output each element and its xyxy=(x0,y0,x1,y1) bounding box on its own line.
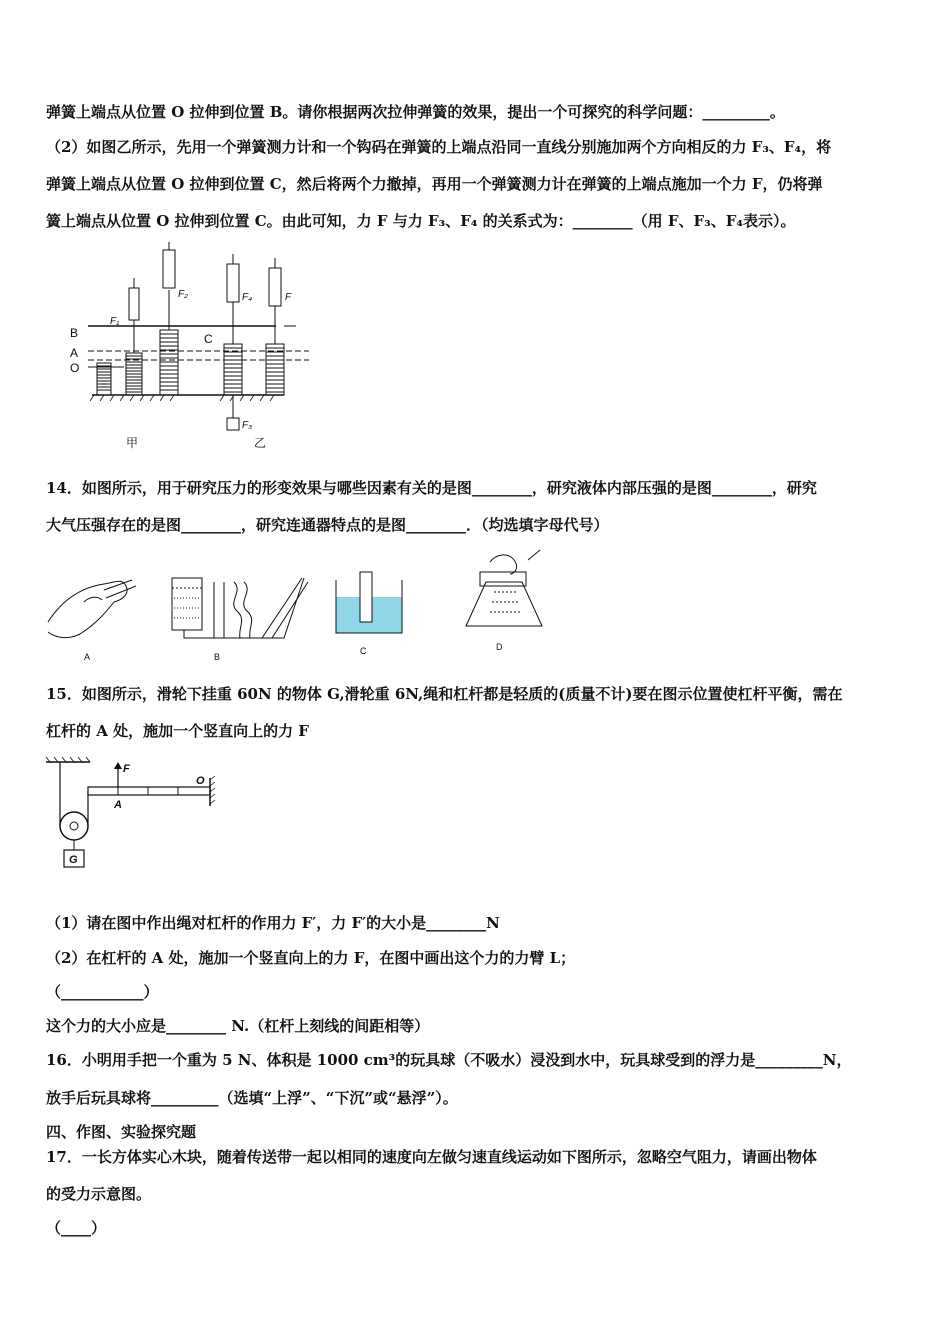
figure-c-beaker xyxy=(336,572,402,633)
figure-b-connected-vessels xyxy=(172,578,308,638)
lever-label-G: G xyxy=(69,854,78,866)
q17-text-line3: （____） xyxy=(46,1219,107,1237)
q15-sub3: （___________） xyxy=(46,983,159,1001)
caption-yi: 乙 xyxy=(254,436,267,450)
figure-d-cup xyxy=(466,550,542,626)
label-F3: F₃ xyxy=(242,420,253,431)
lever-label-F: F xyxy=(123,763,130,775)
q13-text-line2: （2）如图乙所示，先用一个弹簧测力计和一个钩码在弹簧的上端点沿同一直线分别施加两个方向相反的力 F₃、F₄，将 xyxy=(46,138,832,156)
q15-text-line1: 15．如图所示，滑轮下挂重 60N 的物体 G,滑轮重 6N,绳和杠杆都是轻质的(质量不计)要在图示位置使杠杆平衡，需在 xyxy=(46,685,843,703)
q17-text-line1: 17．一长方体实心木块，随着传送带一起以相同的速度向左做匀速直线运动如下图所示，忽略空气阻力，请画出物体 xyxy=(46,1148,817,1166)
label-A: A xyxy=(70,346,79,360)
label-F: F xyxy=(285,292,292,303)
figure-a-hand xyxy=(48,580,136,638)
q14-text-line1: 14．如图所示，用于研究压力的形变效果与哪些因素有关的是图________，研究液体内部压强的是图________，研究 xyxy=(46,479,817,497)
lever-label-A: A xyxy=(114,799,122,811)
q16-text-line2: 放手后玩具球将_________（选填“上浮”、“下沉”或“悬浮”）。 xyxy=(46,1089,458,1107)
spring-figure xyxy=(64,240,334,455)
label-D-fig: D xyxy=(496,642,503,652)
label-F2: F₂ xyxy=(178,289,188,300)
q13-text-line1: 弹簧上端点从位置 O 拉伸到位置 B。请你根据两次拉伸弹簧的效果，提出一个可探究的科学问题：_________。 xyxy=(46,103,785,121)
lever-label-O: O xyxy=(196,775,205,787)
lever-pulley-figure xyxy=(44,756,224,874)
q16-text-line1: 16．小明用手把一个重为 5 N、体积是 1000 cm³的玩具球（不吸水）浸没到水中，玩具球受到的浮力是_________N， xyxy=(46,1051,852,1069)
q15-sub4: 这个力的大小应是________ N.（杠杆上刻线的间距相等） xyxy=(46,1017,430,1035)
label-B: B xyxy=(70,326,79,340)
q15-sub2: （2）在杠杆的 A 处，施加一个竖直向上的力 F，在图中画出这个力的力臂 L； xyxy=(46,949,576,967)
caption-jia: 甲 xyxy=(126,436,139,450)
label-F4: F₄ xyxy=(242,292,253,303)
label-F1: F₁ xyxy=(110,316,120,327)
q13-text-line3: 弹簧上端点从位置 O 拉伸到位置 C，然后将两个力撤掉，再用一个弹簧测力计在弹簧的上端点施加一个力 F，仍将弹 xyxy=(46,175,823,193)
q15-text-line2: 杠杆的 A 处，施加一个竖直向上的力 F xyxy=(46,722,309,740)
q17-text-line2: 的受力示意图。 xyxy=(46,1185,152,1203)
label-C-fig: C xyxy=(360,646,367,656)
q13-text-line4: 簧上端点从位置 O 拉伸到位置 C。由此可知，力 F 与力 F₃、F₄ 的关系式为：________（用 F、F₃、F₄表示）。 xyxy=(46,212,796,230)
q14-text-line2: 大气压强存在的是图________，研究连通器特点的是图________．（均选填字母代号） xyxy=(46,516,609,534)
section-four-title: 四、作图、实验探究题 xyxy=(46,1123,197,1141)
label-O: O xyxy=(70,361,80,375)
label-B-fig: B xyxy=(214,652,221,662)
label-A-fig: A xyxy=(84,652,91,662)
q15-sub1: （1）请在图中作出绳对杠杆的作用力 F′，力 F′的大小是________N xyxy=(46,914,500,932)
label-C: C xyxy=(204,332,213,346)
pressure-figures xyxy=(44,542,554,664)
